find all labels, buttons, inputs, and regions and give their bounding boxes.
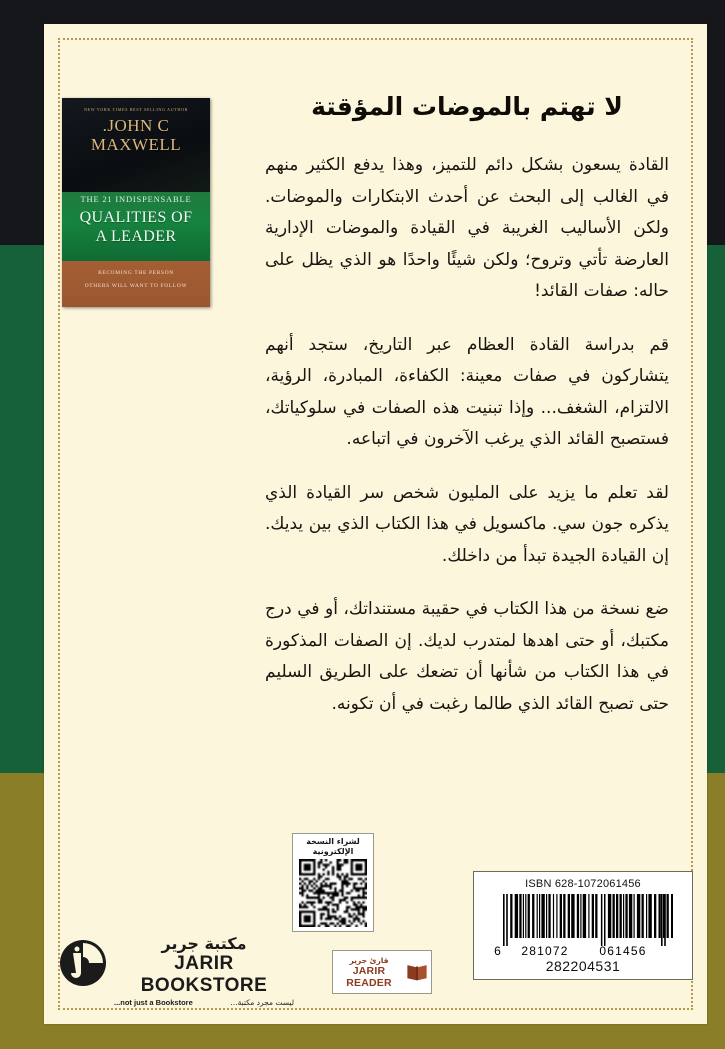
jarir-english-name: JARIR BOOKSTORE [140,953,268,996]
cover-author-name [62,116,210,154]
isbn-label: ISBN 628-1072061456 [525,878,641,890]
jarir-arabic-name: مكتبة جرير [161,934,247,953]
jarir-tagline-row [114,998,294,1007]
top-edge-band [0,0,725,24]
barcode-secondary-number: 282204531 [545,958,621,974]
barcode-block [473,871,693,980]
cover-tagline-line-2: OTHERS WILL WANT TO FOLLOW [84,283,188,289]
right-edge-band-green [707,245,725,773]
cover-paper [44,24,707,1024]
blurb-paragraph-1: القادة يسعون بشكل دائم للتميز، وهذا يدفع الكثير منهم في الغالب إلى البحث عن أحدث الابتكارات والموضات. ولكن الأساليب الغريبة في القيادة والموضات الإدارية العارضة تأتي وتروح؛ ولكن شيئًا واحدًا هو الذي يظل على حاله: صفات القائد! [265,155,669,301]
blurb-column [265,90,669,720]
ean-barcode [493,894,673,956]
cover-title [62,208,210,246]
blurb-paragraph-2: قم بدراسة القادة العظام عبر التاريخ، ستجد أنهم يتشاركون في صفات معينة: الكفاءة، المبادرة، الرؤية، الالتزام، الشغف... وإذا تبنيت هذه الصفات في سلوكياتك، فستصبح القائد الذي يرغب الآخرون في اتباعه. [265,334,669,449]
cover-eyebrow-text: NEW YORK TIMES BEST SELLING AUTHOR [83,107,189,112]
blurb-paragraph-3: لقد تعلم ما يزيد على المليون شخص سر القيادة الذي يذكره جون سي. ماكسويل في هذا الكتاب الذي بين يديك. إن القيادة الجيدة تبدأ من داخلك. [265,482,669,566]
jarir-logo-text [114,934,294,1007]
qr-label-line-2: الإلكترونية [312,847,354,856]
svg-text:061456: 061456 [599,944,647,956]
cover-author-line-2: MAXWELL [90,135,182,154]
cover-title-line-1: QUALITIES OF [79,209,193,226]
jarir-reader-badge[interactable] [332,950,432,994]
jarir-reader-english: JARIR READER [346,964,392,989]
qr-code-icon[interactable] [299,859,367,927]
cover-author-line-1: JOHN C. [102,116,170,135]
cover-subtitle: THE 21 INDISPENSABLE [80,194,192,204]
right-edge-band-black [707,0,725,245]
jarir-circular-mark-icon [58,938,108,988]
page-title: لا تهتم بالموضات المؤقتة [311,92,623,121]
book-cover-thumbnail [62,98,210,307]
jarir-reader-text [336,956,402,989]
cover-title-line-2: A LEADER [95,228,177,245]
jarir-tagline-arabic: ليست مجرد مكتبة... [230,998,294,1007]
open-book-icon [406,961,428,983]
jarir-reader-arabic: قارئ جرير [349,955,389,965]
jarir-bookstore-logo [58,932,298,1007]
jarir-tagline-english: ...not just a Bookstore [114,998,193,1007]
blurb-paragraph-4: ضع نسخة من هذا الكتاب في حقيبة مستنداتك، أو في درج مكتبك، أو حتى اهدها لمتدرب لديك. إن الصفات المذكورة في هذا الكتاب من شأنها أن تضعك على الطريق السليم حتى تصبح القائد الذي طالما رغبت في أن تكونه. [265,599,669,714]
footer-strip [44,838,707,1008]
svg-text:6: 6 [494,944,502,956]
cover-tagline-line-1: BECOMING THE PERSON [98,270,174,276]
qr-label [296,837,370,857]
qr-label-line-1: لشراء النسخة [306,837,360,846]
ebook-qr-block[interactable] [292,833,374,932]
svg-text:281072: 281072 [521,944,569,956]
